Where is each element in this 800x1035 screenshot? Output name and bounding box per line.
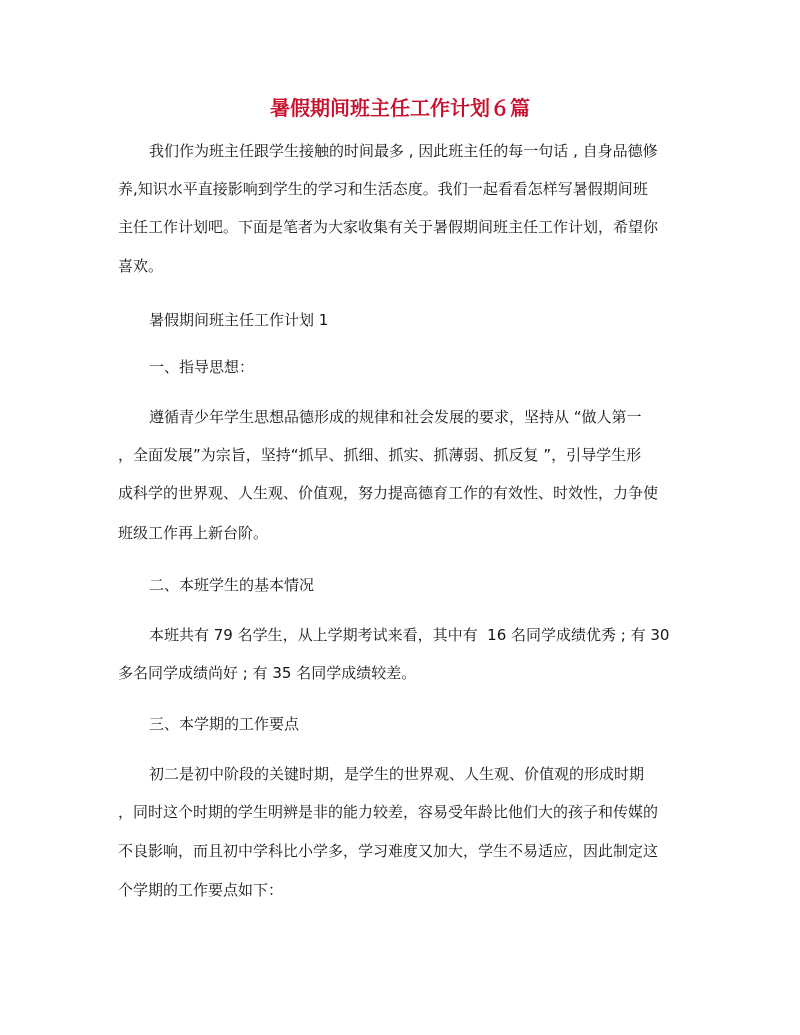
paragraph-line-9: 成科学的世界观、人生观、价值观，努力提高德育工作的有效性、时效性，力争使	[118, 484, 659, 502]
paragraph-line-4: 喜欢。	[118, 257, 164, 275]
paragraph-line-16: ，同时这个时期的学生明辨是非的能力较差，容易受年龄比他们大的孩子和传媒的	[118, 803, 659, 821]
paragraph-line-1: 我们作为班主任跟学生接触的时间最多 , 因此班主任的每一句话 , 自身品德修	[149, 142, 658, 160]
section-heading-students: 二、本班学生的基本情况	[149, 576, 315, 594]
document-title: 暑假期间班主任工作计划６篇	[270, 96, 530, 120]
paragraph-line-17: 不良影响，而且初中学科比小学多，学习难度又加大，学生不易适应，因此制定这	[118, 842, 659, 860]
paragraph-line-8: ，全面发展”为宗旨，坚持“抓早、抓细、抓实、抓薄弱、抓反复 ”，引导学生形	[118, 446, 642, 464]
section-heading-guiding: 一、指导思想：	[149, 358, 255, 376]
paragraph-line-12: 本班共有 79 名学生，从上学期考试来看，其中有 16 名同学成绩优秀 ; 有 30	[149, 626, 670, 644]
section-heading-key-points: 三、本学期的工作要点	[149, 715, 300, 733]
paragraph-line-10: 班级工作再上新台阶。	[118, 524, 269, 542]
section-heading-plan-1: 暑假期间班主任工作计划 1	[149, 311, 329, 329]
paragraph-line-13: 多名同学成绩尚好 ; 有 35 名同学成绩较差。	[118, 664, 417, 682]
paragraph-line-2: 养,知识水平直接影响到学生的学习和生活态度。我们一起看看怎样写暑假期间班	[118, 180, 648, 198]
paragraph-line-18: 个学期的工作要点如下：	[118, 881, 284, 899]
paragraph-line-15: 初二是初中阶段的关键时期，是学生的世界观、人生观、价值观的形成时期	[149, 765, 645, 783]
paragraph-line-3: 主任工作计划吧。下面是笔者为大家收集有关于暑假期间班主任工作计划，希望你	[118, 218, 659, 236]
paragraph-line-7: 遵循青少年学生思想品德形成的规律和社会发展的要求，坚持从 “做人第一	[149, 408, 642, 426]
